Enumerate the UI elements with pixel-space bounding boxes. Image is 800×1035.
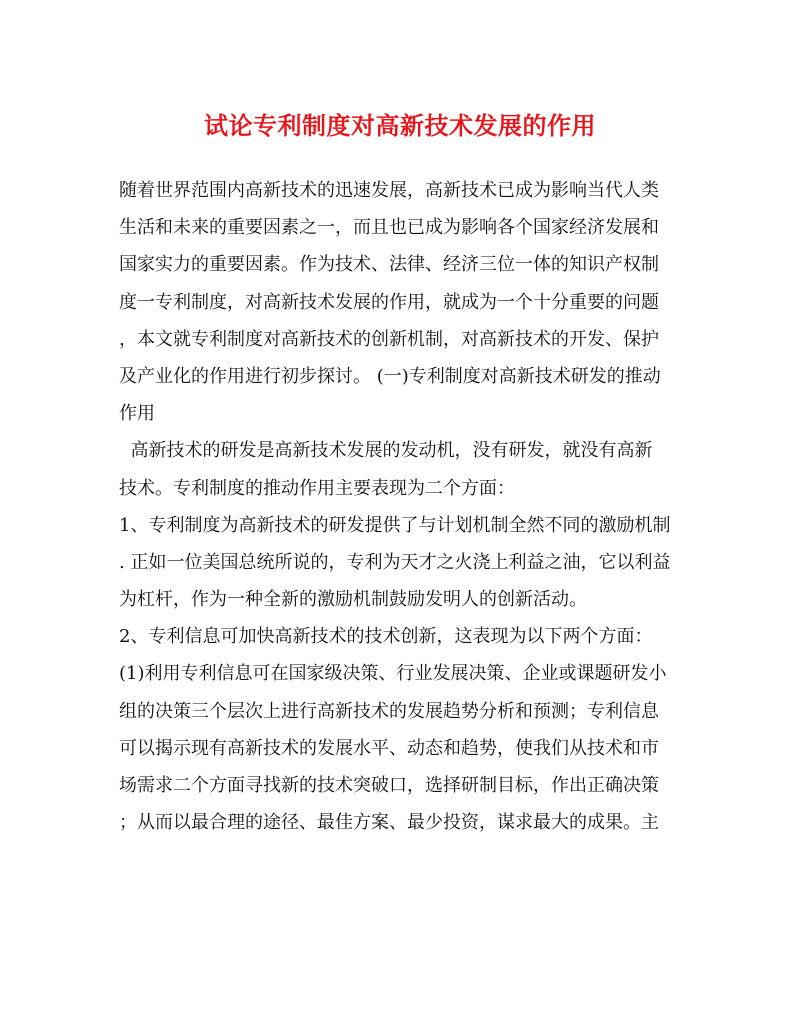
- body-line: 随着世界范围内高新技术的迅速发展，高新技术已成为影响当代人类: [119, 180, 659, 201]
- body-line: 作用: [119, 403, 155, 425]
- body-line: 生活和未来的重要因素之一，而且也已成为影响各个国家经济发展和: [119, 217, 659, 239]
- body-line: 为杠杆，作为一种全新的激励机制鼓励发明人的创新活动。: [119, 589, 587, 611]
- body-line: 1、专利制度为高新技术的研发提供了与计划机制全然不同的激励机制: [119, 514, 671, 536]
- body-line: . 正如一位美国总统所说的，专利为天才之火浇上利益之油，它以利益: [119, 551, 671, 573]
- document-body: [119, 172, 689, 841]
- body-line: 度一专利制度，对高新技术发展的作用，就成为一个十分重要的问题: [119, 291, 659, 313]
- body-line: ；从而以最合理的途径、最佳方案、最少投资，谋求最大的成果。主: [119, 812, 659, 834]
- body-line: 技术。专利制度的推动作用主要表现为二个方面：: [119, 477, 515, 499]
- body-line: 场需求二个方面寻找新的技术突破口，选择研制目标，作出正确决策: [119, 775, 659, 796]
- body-line: ，本文就专利制度对高新技术的创新机制，对高新技术的开发、保护: [119, 328, 659, 350]
- body-line: 高新技术的研发是高新技术发展的发动机，没有研发，就没有高新: [119, 440, 653, 462]
- body-line: 可以揭示现有高新技术的发展水平、动态和趋势，使我们从技术和市: [119, 737, 659, 759]
- body-line: 国家实力的重要因素。作为技术、法律、经济三位一体的知识产权制: [119, 254, 659, 276]
- body-line: (1)利用专利信息可在国家级决策、行业发展决策、企业或课题研发小: [119, 663, 667, 685]
- body-line: 及产业化的作用进行初步探讨。 (一)专利制度对高新技术研发的推动: [119, 365, 661, 387]
- body-line: 组的决策三个层次上进行高新技术的发展趋势分析和预测；专利信息: [119, 700, 659, 722]
- document-title: 试论专利制度对高新技术发展的作用: [204, 111, 596, 140]
- body-line: 2、专利信息可加快高新技术的技术创新，这表现为以下两个方面：: [119, 626, 653, 648]
